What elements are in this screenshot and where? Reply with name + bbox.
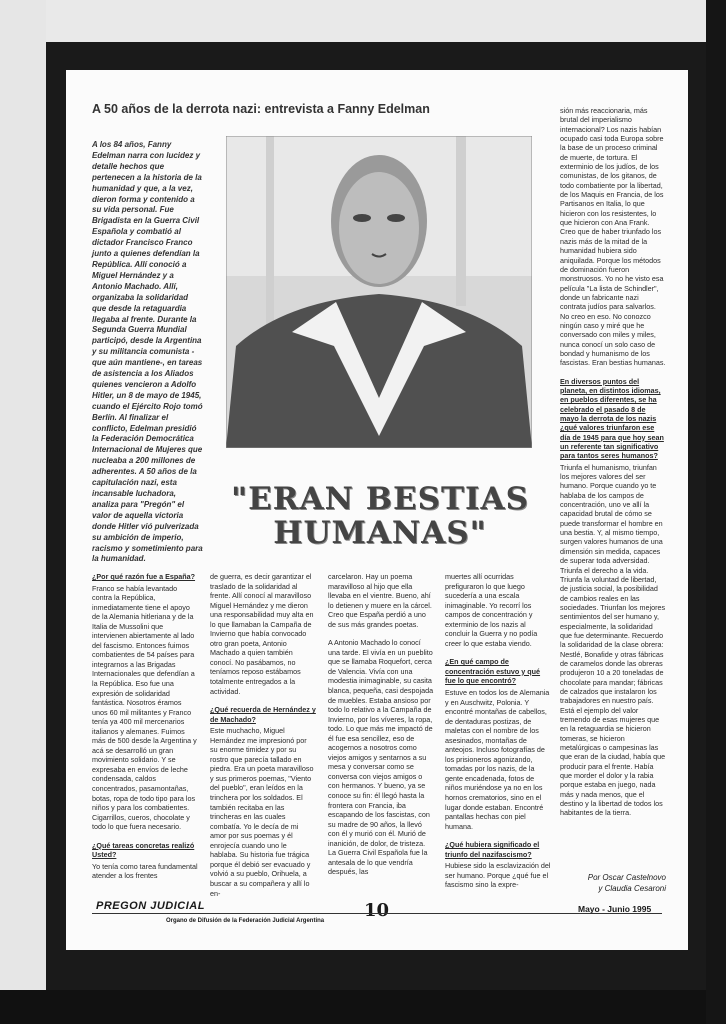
interview-answer: Franco se había levantado contra la República, inmediatamente tiene el apoyo de la Alemania hitleriana y de la Italia de Mussolini que intervienen abiertamente al lado del fascismo. Entonces fuimos combatientes de 54 países para integrarnos a las Brigadas Internacionales que defendían a la República. Eso fue una expresión de solidaridad fantástica. Nosotros éramos unos 60 mil militantes y Franco tenía ya 400 mil mercenarios italianos y alemanes. Fuimos más de 500 desde la Argentina y acá se desarrolló un gran movimiento solidario. Y se expresaba en envíos de leche condensada, caldos concentrados, pasamontañas, botas, ropa de todo tipo para los niños y para los combatientes. Cigarrillos, cueros, chocolate y todo lo que fuera necesario. [92, 583, 197, 832]
interview-question: ¿Qué hubiera significado el triunfo del nazifascismo? [445, 840, 540, 859]
publication-name: PREGON JUDICIAL [96, 900, 205, 912]
article-intro: A los 84 años, Fanny Edelman narra con lucidez y detalle hechos que pertenecen a la historia de la humanidad y que, a la vez, dieron forma y contenido a su vida personal. Fue Brigadista en la Guerra Civil Española y combatió al dictador Francisco Franco junto a quienes defendían la República. Allí conoció a Miguel Hernández y a Antonio Machado. Allí, organizaba la solidaridad que desde la retaguardia llegaba al frente. Durante la Segunda Guerra Mundial participó, desde la Argentina y su militancia comunista -que aún mantiene-, en tareas de asistencia a los Aliados quienes vencieron a Adolfo Hitler, un 8 de mayo de 1945, cuando el Ejército Rojo tomó Berlín. Al finalizar el conflicto, Edelman presidió la Federación Democrática Internacional de Mujeres que nucleaba a 200 millones de adherentes. A 50 años de la capitulación nazi, esta incansable luchadora, analiza para "Pregón" el valor de aquella victoria donde Hitler vió pulverizada su ambición de imperio, racismo y sometimiento para la humanidad. [92, 140, 203, 564]
interview-question: ¿Qué tareas concretas realizó Usted? [92, 840, 195, 860]
portrait-photo [226, 136, 532, 448]
title-line-2: HUMANAS" [273, 515, 487, 551]
interview-question: ¿Por qué razón fue a España? [92, 572, 196, 581]
scan-margin-bottom [0, 990, 726, 1024]
footer-divider [92, 913, 662, 914]
article-title [206, 482, 554, 550]
interview-answer: Hubiese sido la esclavización del ser humano. Porque ¿qué fue el fascismo sino la expre- [445, 861, 551, 890]
text-column-3 [328, 572, 434, 886]
interview-answer: Estuve en todos los de Alemania y en Auschwitz, Polonia. Y encontré montañas de cabellos, de dentaduras postizas, de maletas con el nombre de los asesinados, montañas de anteojos. Incluso fotografías de los prisioneros agonizando, tomadas por los nazis, de la gente encadenada, fotos de niños muriéndose ya no en los hornos crematorios, sino en el lugar donde estaban. Encontré pantallas hechas con piel humana. [445, 688, 550, 831]
scan-margin-right [706, 0, 726, 1024]
byline [560, 872, 666, 894]
text-column-5 [560, 106, 666, 827]
title-line-1: "ERAN BESTIAS [231, 481, 529, 517]
interview-answer: Triunfa el humanismo, triunfan los mejores valores del ser humano. Porque cuando yo te hablaba de los campos de concentración, uno ve allí la capacidad brutal de cómo se puede transformar el hombre en una bestia. Y, al mismo tiempo, surgen valores humanos de una dimensión sin medida, capaces de superar toda adversidad. Triunfa el derecho a la vida. Triunfa la voluntad de libertad, de justicia social, la posibilidad de cambios reales en las sociedades. Triunfan los mejores sentimientos del ser humano y, especialmente, la solidaridad que fue determinante. Recuerdo la solidaridad de la clase obrera: Nestlé, Bonafide y otras fábricas de caramelos donde las obreras produjeron 10 a 20 toneladas de chocolate para mandar; fábricas de calzados que instalaron los trabajadores en nuestro país. Está el ejemplo del valor tremendo de esas mujeres que en la retaguardia se hicieron tomeras, se hicieron metalúrgicas o campesinas las que eran de la ciudad, había que producir para el frente. Había que morder el dolor y la rabia porque estaba en juego, nada más y nada menos, que el destino y la libertad de todos los habitantes de la tierra. [560, 462, 666, 818]
interview-question: En diversos puntos del planeta, en distintos idiomas, en pueblos diferentes, se ha celebrado el pasado 8 de mayo la derrota de los nazis ¿qué valores triunfaron ese día de 1945 para que hoy sean un referente tan significativo para tantos seres humanos? [560, 376, 664, 461]
interview-answer: sión más reaccionaria, más brutal del imperialismo internacional? Los nazis habían ocupado casi toda Europa sobre la base de un proceso criminal de muerte, de tortura. El exterminio de los judíos, de los comunistas, de los gitanos, de todo combatiente por la libertad, de los Maquis en Francia, de los Partisanos en Italia, lo que hicieron con los resistentes, lo que hicieron con Ana Frank. Creo que de haber triunfado los nazis más de la mitad de la humanidad hubiera sido aniquilada. Porque los métodos de dominación fueron monstruosos. Yo no he visto esa película "La lista de Schindler", donde un fabricante nazi contrata judíos para salvarlos. No creo en eso. No conozco ningún caso y miré que he conversado con miles y miles, nunca conocí un solo caso de bondad y humanismo de los fascistas. Eran bestias humanas. [560, 106, 666, 368]
interview-answer: muertes allí ocurridas prefiguraron lo que luego sucedería a una escala inimaginable. Yo recorrí los campos de concentración y exterminio de los nazis al concluir la Guerra y no podía creer lo que estaba viendo. [445, 572, 538, 648]
interview-answer: de guerra, es decir garantizar el traslado de la solidaridad al frente. Allí conocí al maravilloso Miguel Hernández y me dieron una responsabilidad muy alta en lo que llamaban la Campaña de Invierno que había convocado otro gran poeta, Antonio Machado a quien también conocí. No pasábamos, no teníamos reposo estábamos totalmente entregados a la actividad. [210, 572, 314, 696]
newspaper-page [66, 70, 688, 950]
text-column-4 [445, 572, 551, 899]
byline-author-1: Por Oscar Castelnovo [587, 873, 666, 882]
interview-answer: Yo tenía como tarea fundamental atender a los frentes [92, 861, 198, 881]
publication-organ: Organo de Difusión de la Federación Judicial Argentina [166, 918, 325, 924]
interview-answer: carcelaron. Hay un poema maravilloso al hijo que ella llevaba en el vientre. Bueno, ahí lo detienen y muere en la cárcel. Creo que España perdió a uno de sus más grandes poetas. [328, 572, 432, 629]
byline-author-2: y Claudia Cesaroni [598, 884, 666, 893]
article-headline: A 50 años de la derrota nazi: entrevista a Fanny Edelman [92, 102, 430, 116]
interview-question: ¿En qué campo de concentración estuvo y qué fue lo que encontró? [445, 657, 541, 686]
text-column-2 [210, 572, 316, 907]
interview-answer: A Antonio Machado lo conocí una tarde. El vivía en un pueblito que se llamaba Roquefort, cerca de Valencia. Vivía con una modestia inimaginable, su casita blanca, pequeña, casi despojada de muebles. Estaba ansioso por todo lo relativo a la Campaña de Invierno, por los víveres, la ropa, todo. Lo que más me impactó de él fue esa sencillez, eso de acogernos a nosotros como viejos amigos y sentarnos a su mesa y conversar como se conversa con viejos amigos o con hermanos. Y bueno, ya se conoce su fin: él llegó hasta la frontera con Francia, iba escapando de los fascistas, con su madre de 90 años, la llevó con él y murió con él. Murió de inanición, de dolor, de tristeza. La Guerra Civil Española fue la antesala de lo que vendría después, las [328, 638, 434, 877]
scan-margin-left [0, 0, 46, 1024]
issue-date: Mayo - Junio 1995 [578, 904, 652, 914]
interview-answer: Este muchacho, Miguel Hernández me impresionó por su enorme timidez y por su rostro que parecía tallado en piedra. Era un poeta maravilloso y sus primeros poemas, "Viento del pueblo", eran leídos en la trinchera por los soldados. El también recitaba en las trincheras en las cuales combatía. Yo le decía de mi amor por sus poemas y él enrojecía cuando uno le hablaba. Su historia fue trágica porque él debió ser evacuado y volvió a su pueblo, Orihuela, a buscar a su compañera y allí lo en- [210, 726, 314, 898]
page-number: 10 [364, 900, 390, 921]
interview-question: ¿Qué recuerda de Hernández y de Machado? [210, 705, 316, 724]
scan-margin-top [0, 0, 726, 42]
text-column-1 [92, 572, 198, 890]
